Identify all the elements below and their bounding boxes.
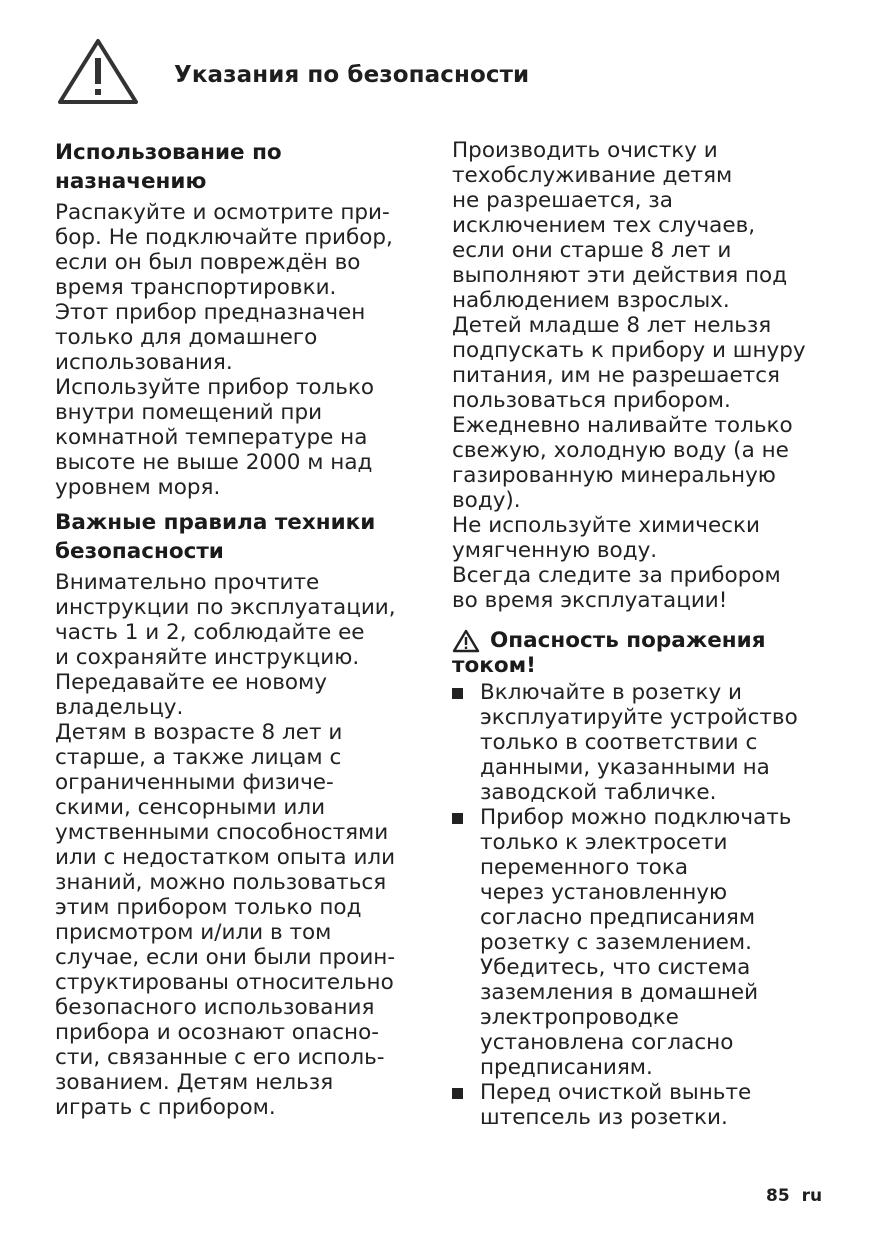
text-line: Ежедневно наливайте только [452,413,793,438]
section-children-care [452,138,832,613]
text-line: во время эксплуатации! [452,588,728,613]
text-line: данными, указанными на [480,755,770,780]
text-line: газированную минеральную [452,463,776,488]
text-line: случае, если они были проин- [55,945,396,970]
bullet-square-icon [452,680,466,805]
text-line: только для домашнего [55,325,318,350]
right-column [452,138,832,1130]
text-line: умягченную воду. [452,538,658,563]
section-heading: Использование по [55,140,282,165]
bullet-square-icon [452,1080,466,1130]
text-line: время транспортировки. [55,275,337,300]
text-line: только в соответствии с [480,730,758,755]
text-line: Детей младше 8 лет нельзя [452,313,772,338]
text-line: Всегда следите за прибором [452,563,781,588]
text-line: Детям в возрасте 8 лет и [55,720,343,745]
text-line: пользоваться прибором. [452,388,731,413]
text-line: воду). [452,488,521,513]
text-line: не разрешается, за [452,188,673,213]
language-code: ru [801,1186,823,1206]
text-line: предписаниям. [480,1055,653,1080]
section-electric-shock-warning [452,626,832,1130]
text-line: уровнем моря. [55,475,221,500]
text-line: если он был повреждён во [55,250,361,275]
text-line: эксплуатируйте устройство [480,705,798,730]
text-line: умственными способностями [55,820,389,845]
text-line: часть 1 и 2, соблюдайте ее [55,620,365,645]
warning-heading-line: Опасность поражения [490,628,766,653]
text-line: сти, связанные с его исполь- [55,1045,385,1070]
text-line: ограниченными физиче- [55,770,334,795]
text-line: и сохраняйте инструкцию. [55,645,360,670]
page-number: 85 [766,1186,790,1206]
text-line: знаний, можно пользоваться [55,870,387,895]
text-line: заземления в домашней [480,980,759,1005]
text-line: скими, сенсорными или [55,795,326,820]
text-line: свежую, холодную воду (а не [452,438,789,463]
text-line: подпускать к прибору и шнуру [452,338,806,363]
text-line: заводской табличке. [480,780,717,805]
section-safety-rules [55,508,427,1120]
text-line: или с недостатком опыта или [55,845,396,870]
text-line: структированы относительно [55,970,394,995]
text-line: если они старше 8 лет и [452,238,732,263]
text-line: исключением тех случаев, [452,213,756,238]
text-line: электропроводке [480,1005,679,1030]
text-line: высоте не выше 2000 м над [55,450,373,475]
text-line: Передавайте ее новому [55,670,327,695]
text-line: зованием. Детям нельзя [55,1070,334,1095]
text-line: через установленную [480,880,728,905]
text-line: розетку с заземлением. [480,930,752,955]
section-intended-use [55,138,427,500]
text-line: переменного тока [480,855,688,880]
page-title: Указания по безопасности [174,62,530,88]
warning-triangle-icon [56,36,140,106]
text-line: Убедитесь, что система [480,955,751,980]
small-warning-triangle-icon [452,629,480,653]
left-column [55,138,427,1120]
text-line: прибора и осознают опасно- [55,1020,379,1045]
text-line: Производить очистку и [452,138,718,163]
text-line: Перед очисткой выньте [480,1080,752,1105]
bullet-item [452,1080,832,1130]
text-line: внутри помещений при [55,400,323,425]
text-line: установлена согласно [480,1030,734,1055]
text-line: выполняют эти действия под [452,263,788,288]
text-line: играть с прибором. [55,1095,276,1120]
text-line: Используйте прибор только [55,375,375,400]
text-line: Внимательно прочтите [55,570,320,595]
text-line: наблюдением взрослых. [452,288,730,313]
bullet-item [452,680,832,805]
section-heading: безопасности [55,539,224,564]
warning-heading-line: током! [452,653,536,678]
text-line: владельцу. [55,695,184,720]
text-line: безопасного использования [55,995,375,1020]
text-line: комнатной температуре на [55,425,368,450]
text-line: Распакуйте и осмотрите при- [55,200,390,225]
text-line: инструкции по эксплуатации, [55,595,396,620]
text-line: питания, им не разрешается [452,363,780,388]
text-line: техобслуживание детям [452,163,733,188]
text-line: Не используйте химически [452,513,760,538]
bullet-item [452,805,832,1080]
text-line: согласно предписаниям [480,905,756,930]
text-line: штепсель из розетки. [480,1105,728,1130]
text-line: Прибор можно подключать [480,805,792,830]
text-line: бор. Не подключайте прибор, [55,225,393,250]
text-line: использования. [55,350,233,375]
text-line: старше, а также лицам с [55,745,342,770]
section-heading: Важные правила техники [55,510,376,535]
section-heading: назначению [55,169,207,194]
text-line: присмотром и/или в том [55,920,332,945]
page-footer [766,1186,822,1206]
bullet-square-icon [452,805,466,1080]
text-line: этим прибором только под [55,895,362,920]
text-line: Этот прибор предназначен [55,300,366,325]
text-line: Включайте в розетку и [480,680,743,705]
text-line: только к электросети [480,830,728,855]
